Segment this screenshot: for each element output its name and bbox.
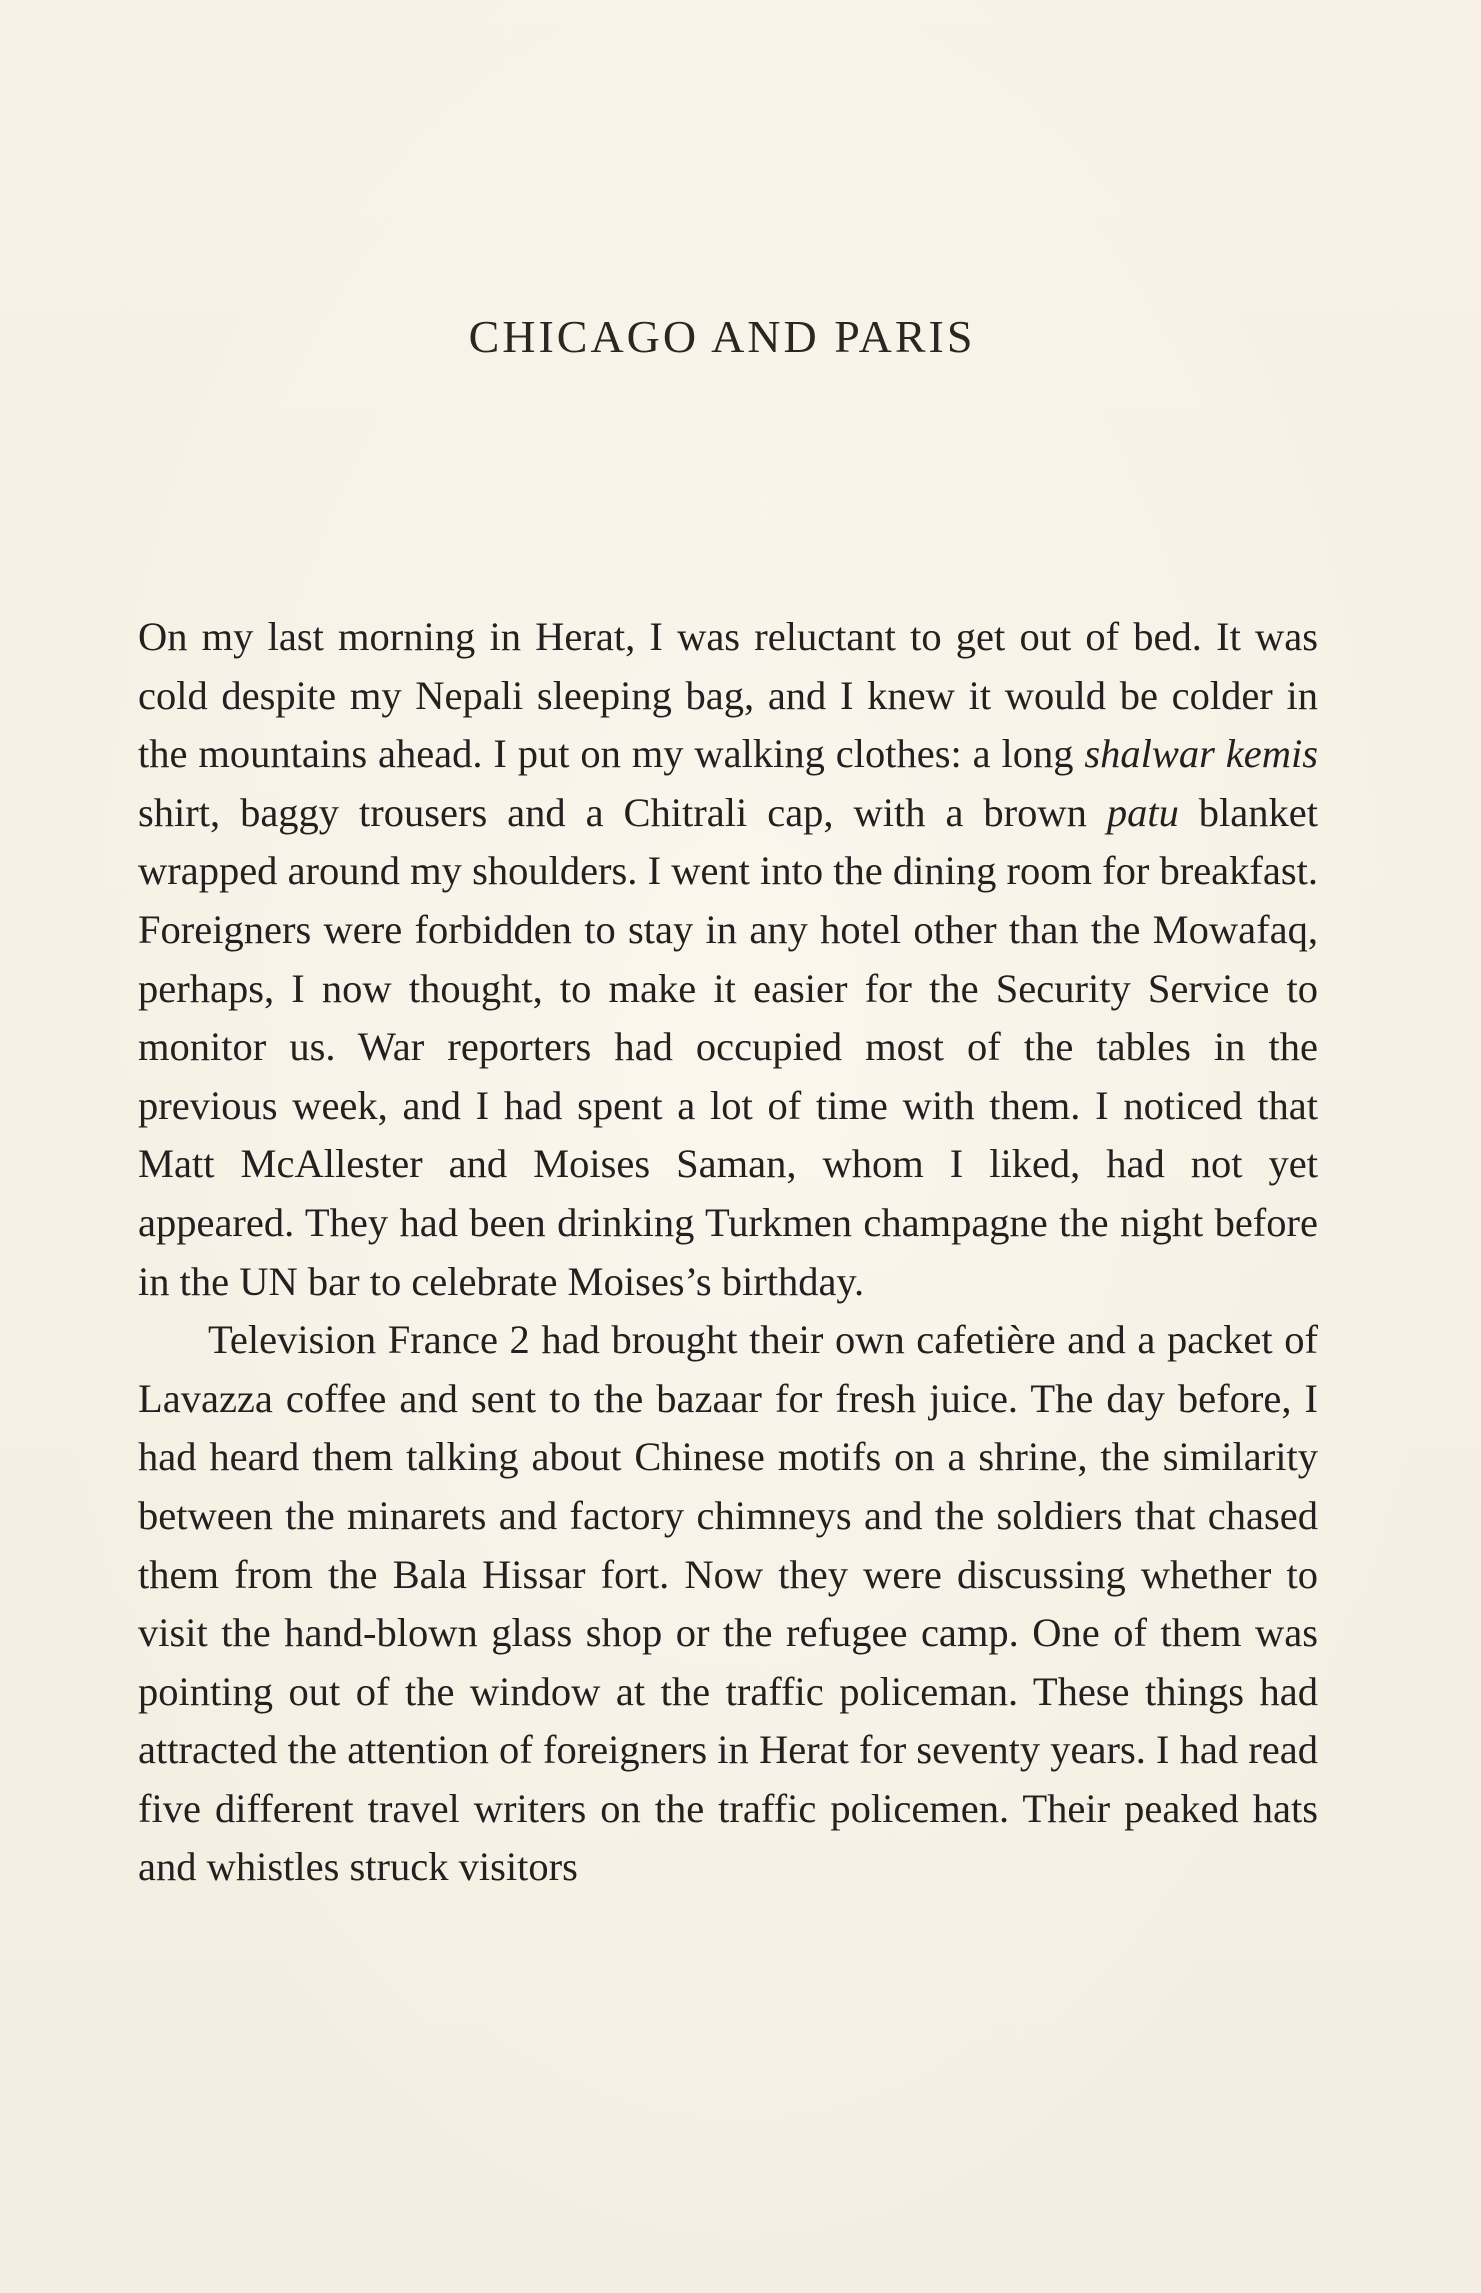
italic-term-shalwar-kemis: shalwar kemis (1084, 731, 1318, 777)
chapter-title: CHICAGO AND PARIS (468, 311, 976, 362)
paragraph-1 (138, 608, 1318, 1311)
italic-term-patu: patu (1106, 789, 1179, 835)
paragraph-1-text-b: shirt, baggy trousers and a Chitrali cap, with a brown (138, 789, 1107, 835)
paragraph-1-text-a: On my last morning in Herat, I was reluctant to get out of bed. It was cold despite my Nepali sleeping bag, and I knew it would be colder in the mountains ahead. I put on my walking clothes: a long (138, 614, 1318, 777)
paragraph-1-text-c: blanket wrapped around my shoulders. I went into the dining room for breakfast. Foreigners were forbidden to stay in any hotel other than the Mowafaq, perhaps, I now thought, to make it easier for the Security Service to monitor us. War reporters had occupied most of the tables in the previous week, and I had spent a lot of time with them. I noticed that Matt McAllester and Moises Saman, whom I liked, had not yet appeared. They had been drinking Turkmen champagne the night before in the UN bar to celebrate Moises’s birthday. (138, 789, 1318, 1304)
body-text (138, 608, 1318, 1897)
paragraph-2: Television France 2 had brought their own cafetière and a packet of Lavazza coffee and sent to the bazaar for fresh juice. The day before, I had heard them talking about Chinese motifs on a shrine, the similarity between the minarets and factory chimneys and the soldiers that chased them from the Bala Hissar fort. Now they were discussing whether to visit the hand-blown glass shop or the refugee camp. One of them was pointing out of the window at the traffic policeman. These things had attracted the attention of foreigners in Herat for seventy years. I had read five different travel writers on the traffic policemen. Their peaked hats and whistles struck visitors (138, 1317, 1318, 1890)
